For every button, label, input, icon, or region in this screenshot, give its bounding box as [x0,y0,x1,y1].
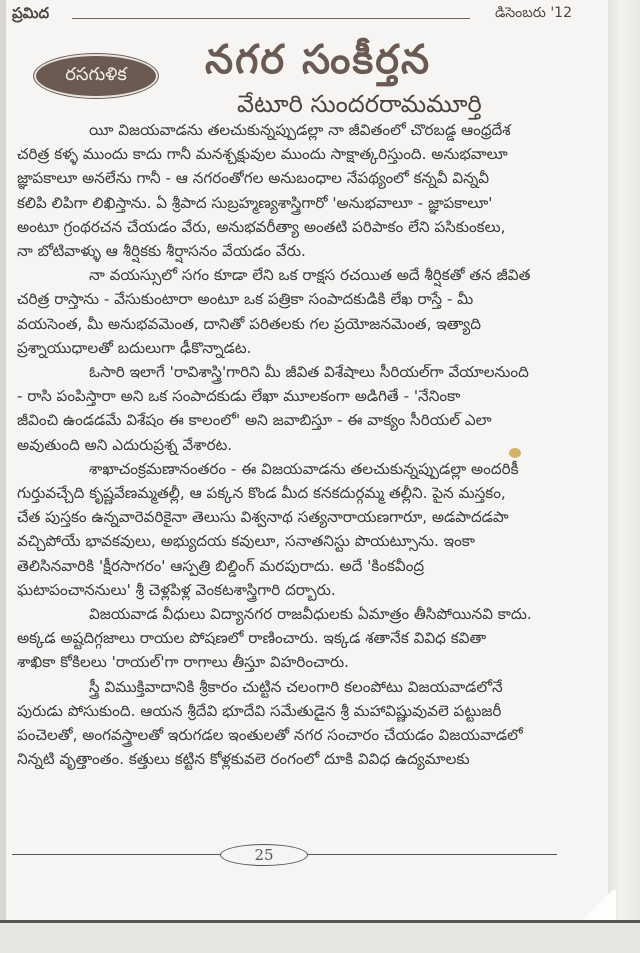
text-line: పురుడు పోసుకుంది. ఆయన శ్రీదేవి భూదేవి సమేతుడైన శ్రీ మహావిష్ణువువలె పట్టుజరీ [17,701,502,720]
text-line: అవుతుంది అని ఎదురుప్రశ్న వేశారట. [17,435,233,454]
scan-right-edge [608,0,640,950]
text-line: విజయవాడ వీధులు విద్యానగర రాజవీధులకు ఏమాత్రం తీసిపోయినవి కాదు. [89,605,532,624]
text-line: అక్కడ అష్టదిగ్గజాలు రాయల పోషణలో రాణించారు. ఇక్కడ శతానేక వివిధ కవితా [17,629,487,648]
magazine-name: ప్రమిద [12,4,50,22]
text-line: అంటూ గ్రంథరచన చేయడం వేరు, అనుభవరీత్యా అంతటి పరిపాకం లేని పసికుంకలు, [17,217,506,236]
text-line: చరిత్ర కళ్ళ ముందు కాదు గానీ మనశ్చక్షువుల ముందు సాక్షాత్కరిస్తుంది. అనుభవాలూ [17,145,508,164]
text-line: జ్ఞాపకాలూ అనలేను గానీ - ఆ నగరంతోగల అనుబంధాల నేపథ్యంలో కన్నవీ విన్నవీ [17,169,490,188]
page-number: 25 [220,844,308,866]
folded-corner [580,890,616,920]
text-line: యీ విజయవాడను తలచుకున్నప్పుడల్లా నా జీవితంలో చొరబడ్డ ఆంధ్రదేశ [89,121,511,139]
text-line: శాఖికా కోకిలలు 'రాయల్'గా రాగాలు తీస్తూ విహరించారు. [17,653,349,672]
text-line: ఓసారి ఇలాగే 'రావిశాస్త్రి'గారిని మీ జీవిత విశేషాలు సీరియల్‌గా వేయాలనుంది [89,363,529,382]
text-line: ప్రశ్నాయుధాలతో బదులుగా ఢీకొన్నాడట. [17,338,252,357]
article-body [17,118,572,771]
text-line: చేత పుస్తకం ఉన్నవారెవరికైనా తెలుసు విశ్వనాథ సత్యనారాయణగారూ, అడపాదడపా [17,508,509,527]
text-line: వయసెంత, మీ అనుభవమెంత, దానితో పరితలకు గల ప్రయోజనమెంత, ఇత్యాది [17,314,481,333]
text-line: జీవించి ఉండడమే విశేషం ఈ కాలంలో' అని జవాబిస్తూ - ఈ వాక్యం సీరియల్ ఎలా [17,411,492,430]
section-badge-label: రసగుళిక [65,63,127,85]
running-header [12,4,572,26]
text-line: - రాసి పంపిస్తారా అని ఒక సంపాదకుడు లేఖా మూలకంగా అడిగితే - 'నేనింకా [17,387,461,406]
text-line: శాఖాచంక్రమణానంతరం - ఈ విజయవాడను తలచుకున్నప్పుడల్లా అందరికీ [89,459,519,478]
paragraph [17,602,572,675]
text-line: తెలిసినవారికి 'క్షీరసాగరం' ఆస్పత్రి బిల్డింగ్ మరపురాదు. అదే 'కింకవీంద్ర [17,556,425,575]
article-author: వేటూరి సుందరరామమూర్తి [237,90,482,118]
paragraph [17,118,572,263]
text-line: పంచెలతో, అంగవస్త్రాలతో ఇరుగడల ఇంతులతో నగర సంచారం చేయడం విజయవాడలో [17,726,523,745]
footer-rule-right [308,854,557,855]
header-rule [72,18,470,19]
paragraph [17,360,572,457]
text-line: కలిపి లిపిగా లిఖిస్తాను. ఏ శ్రీపాద సుబ్రహ్మణ్యశాస్త్రిగారో 'అనుభవాలూ - జ్ఞాపకాలూ' [17,193,493,212]
text-line: నా బోటివాళ్ళు ఆ శీర్షికకు శీర్షాసనం వేయడం వేరు. [17,242,306,261]
paragraph [17,675,572,772]
section-badge [34,54,158,98]
paragraph [17,263,572,360]
article-title: నగర సంకీర్తన [205,36,432,83]
text-line: నా వయస్సులో సగం కూడా లేని ఒక రాక్షస రచయిత అదే శీర్షికతో తన జీవిత [89,266,531,285]
footer-rule-left [12,854,220,855]
paragraph [17,457,572,602]
text-line: వచ్చిపోయే భావకవులు, అభ్యుదయ కవులూ, సనాతనిస్టు పొయట్సూను. ఇంకా [17,532,475,551]
page-footer [12,844,557,864]
text-line: గుర్తువచ్చేది కృష్ణవేణమ్మతల్లీ, ఆ పక్కన కొండ మీద కనకదుర్గమ్మ తల్లీని. పైన మస్తకం, [17,484,506,503]
scan-bottom-edge [0,920,640,953]
text-line: స్త్రీ విముక్తివాదానికి శ్రీకారం చుట్టిన చలంగారి కలంపోటు విజయవాడలోనే [89,677,503,696]
text-line: ఘటాపంచాననులు' శ్రీ చెళ్లపిళ్ల వెంకటశాస్త్రిగారి దర్బారు. [17,580,336,599]
paper-stain [509,448,521,458]
text-line: నిన్నటి వృత్తాంతం. కత్తులు కట్టిన కోళ్లకువలె రంగంలో దూకి వివిధ ఉద్యమాలకు [17,750,470,769]
text-line: చరిత్ర రాస్తాను - వేసుకుంటారా అంటూ ఒక పత్రికా సంపాదకుడికి లేఖ రాస్తే - మీ [17,290,474,309]
issue-date: డిసెంబరు '12 [494,5,572,21]
